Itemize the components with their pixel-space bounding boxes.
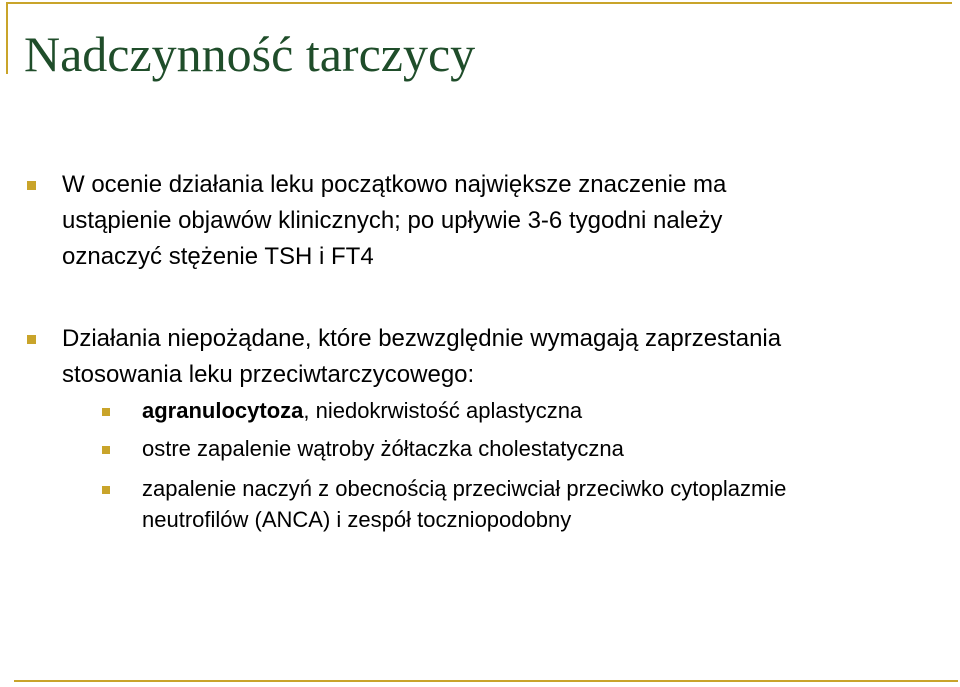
slide-title: Nadczynność tarczycy [24, 26, 476, 82]
top-border-line [6, 2, 952, 4]
bullet-1-line-3: oznaczyć stężenie TSH i FT4 [62, 243, 374, 270]
square-subbullet-icon [102, 408, 110, 416]
bullet-2-line-1: Działania niepożądane, które bezwzględnie wymagają zaprzestania [62, 325, 782, 352]
subbullet-2: ostre zapalenie wątroby żółtaczka cholestatyczna [142, 436, 624, 461]
left-border-line [6, 2, 8, 74]
square-bullet-icon [27, 181, 36, 190]
square-subbullet-icon [102, 486, 110, 494]
subbullet-1 [142, 397, 582, 425]
bullet-1-line-2: ustąpienie objawów klinicznych; po upływie 3-6 tygodni należy [62, 207, 723, 234]
square-subbullet-icon [102, 446, 110, 454]
subbullet-3-line-2: neutrofilów (ANCA) i zespół toczniopodobny [142, 507, 572, 532]
bullet-2-line-2: stosowania leku przeciwtarczycowego: [62, 361, 475, 388]
bottom-border-line [14, 680, 958, 682]
subbullet-3-line-1: zapalenie naczyń z obecnością przeciwciał przeciwko cytoplazmie [142, 476, 787, 501]
subbullet-1-bold: agranulocytoza [142, 398, 304, 423]
subbullet-1-rest: , niedokrwistość aplastyczna [303, 398, 583, 423]
square-bullet-icon [27, 335, 36, 344]
bullet-1-line-1: W ocenie działania leku początkowo największe znaczenie ma [62, 171, 727, 198]
